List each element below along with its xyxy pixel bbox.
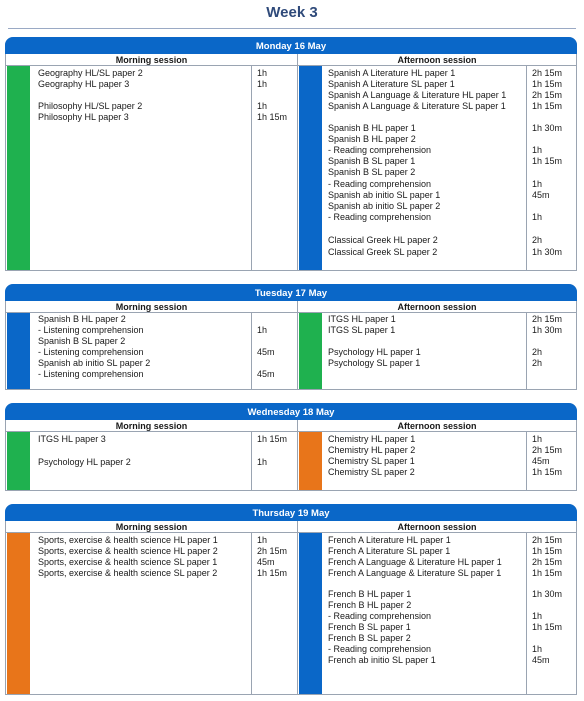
title-rule — [8, 28, 576, 29]
morning-session: ITGS HL paper 3 1h 15m Psychology HL paper 2 1h — [6, 432, 298, 490]
afternoon-session-label: Afternoon session — [397, 55, 477, 65]
session-color-bar — [299, 432, 322, 490]
day-header: Monday 16 May — [5, 37, 577, 54]
day-header: Thursday 19 May — [5, 504, 577, 521]
afternoon-session: ITGS HL paper 1 2h 15m ITGS SL paper 1 1h 30m Psychology HL paper 1 2h Psychology SL paper 1 2h — [298, 313, 576, 389]
day-block-thursday — [5, 504, 577, 695]
session-color-bar — [299, 313, 322, 389]
day-block-monday — [5, 37, 577, 271]
morning-session-label: Morning session — [6, 301, 298, 312]
afternoon-session-label: Afternoon session — [397, 522, 477, 532]
day-block-tuesday — [5, 284, 577, 390]
week-title: Week 3 — [266, 4, 318, 21]
day-header: Tuesday 17 May — [5, 284, 577, 301]
session-color-bar — [7, 432, 30, 490]
day-block-wednesday — [5, 403, 577, 491]
afternoon-session-label: Afternoon session — [397, 302, 477, 312]
afternoon-session: French A Literature HL paper 1 2h 15m French A Literature SL paper 1 1h 15m French A Language & Literature HL paper 1 2h 15m French A Language & Literature SL paper 1 1h 15m French B HL paper 1 1h 30m French B HL paper 2 - Reading comprehension 1h French B SL paper 1 1h 15m French B SL paper 2 - Reading comprehension 1h French ab initio SL paper 1 45m — [298, 533, 576, 694]
afternoon-session: Spanish A Literature HL paper 1 2h 15m Spanish A Literature SL paper 1 1h 15m Spanish A Language & Literature HL paper 1 2h 15m Spanish A Language & Literature SL paper 1 1h 15m Spanish B HL paper 1 1h 30m Spanish B HL paper 2 - Reading comprehension 1h Spanish B SL paper 1 1h 15m Spanish B SL paper 2 - Reading comprehension 1h Spanish ab initio SL paper 1 45m Spanish ab initio SL paper 2 - Reading comprehension 1h Classical Greek HL paper 2 2h Classical Greek SL paper 2 1h 30m — [298, 66, 576, 270]
session-color-bar — [7, 533, 30, 694]
morning-session-label: Morning session — [6, 54, 298, 65]
session-color-bar — [7, 66, 30, 270]
session-color-bar — [7, 313, 30, 389]
morning-session: Geography HL/SL paper 2 1h Geography HL paper 3 1h Philosophy HL/SL paper 2 1h Philosophy HL paper 3 1h 15m — [6, 66, 298, 270]
morning-session: Sports, exercise & health science HL paper 1 1h Sports, exercise & health science HL paper 2 2h 15m Sports, exercise & health science SL paper 1 45m Sports, exercise & health science SL paper 2 1h 15m — [6, 533, 298, 694]
morning-session-label: Morning session — [6, 420, 298, 431]
day-header: Wednesday 18 May — [5, 403, 577, 420]
morning-session-label: Morning session — [6, 521, 298, 532]
afternoon-session-label: Afternoon session — [397, 421, 477, 431]
morning-session: Spanish B HL paper 2 - Listening comprehension 1h Spanish B SL paper 2 - Listening comprehension 45m Spanish ab initio SL paper 2 - Listening comprehension 45m — [6, 313, 298, 389]
session-color-bar — [299, 66, 322, 270]
afternoon-session: Chemistry HL paper 1 1h Chemistry HL paper 2 2h 15m Chemistry SL paper 1 45m Chemistry SL paper 2 1h 15m — [298, 432, 576, 490]
session-color-bar — [299, 533, 322, 694]
